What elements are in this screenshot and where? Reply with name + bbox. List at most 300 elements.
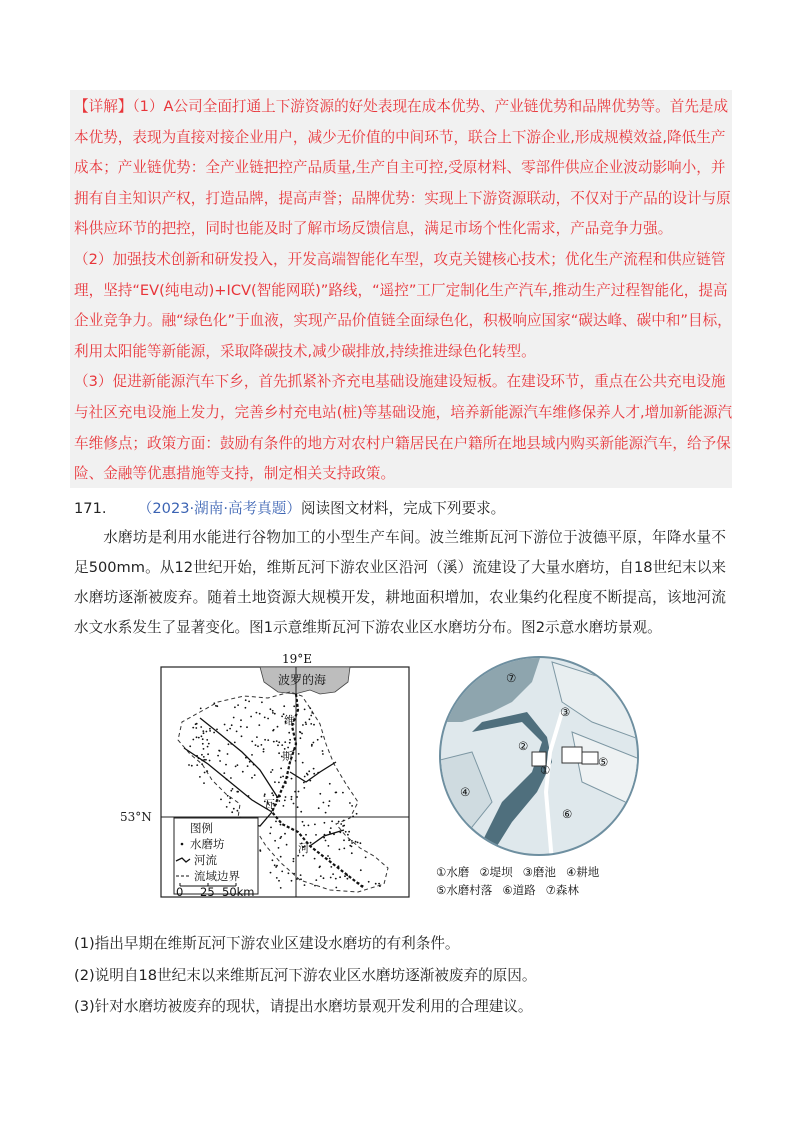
mill-dot (358, 882, 360, 884)
marker-5: ⑤ (598, 755, 609, 769)
question-number: 171. (74, 500, 107, 517)
mill-dot (251, 777, 253, 779)
mill-dot (233, 717, 235, 719)
mill-dot (288, 872, 290, 874)
mill-dot (309, 780, 311, 782)
fig2-legend-item-5: ⑤水磨村落 (436, 883, 493, 897)
mill-dot (201, 763, 203, 765)
mill-dot (281, 716, 283, 718)
fig2-legend-row1 (436, 865, 600, 879)
mill-dot (280, 824, 282, 826)
mill-dot (237, 810, 239, 812)
scale-label-50: 50km (222, 885, 255, 899)
mill-dot (304, 884, 306, 886)
mill-dot (264, 717, 266, 719)
mill-dot (285, 782, 287, 784)
mill-dot (229, 728, 231, 730)
mill-dot (276, 796, 278, 798)
mill-dot (293, 873, 295, 875)
mill-dot (203, 759, 205, 761)
mill-dot (272, 794, 274, 796)
mill-dot (284, 741, 286, 743)
mill-dot (305, 834, 307, 836)
mill-dot (267, 718, 269, 720)
mill-dot (357, 842, 359, 844)
village-building-1 (562, 747, 582, 763)
fig2-legend-item-4: ④耕地 (565, 865, 600, 879)
marker-1: ① (540, 763, 551, 777)
legend-item-river: 河流 (194, 853, 217, 867)
mill-dot (204, 772, 206, 774)
mill-dot (294, 791, 296, 793)
mill-dot (200, 726, 202, 728)
latitude-label: 53°N (120, 810, 152, 824)
mill-dot (201, 754, 203, 756)
mill-dot (323, 802, 325, 804)
mill-dot (347, 834, 349, 836)
mill-dot (314, 824, 316, 826)
mill-dot (272, 769, 274, 771)
mill-dot (329, 783, 331, 785)
mill-dot (227, 795, 229, 797)
mill-dot (271, 792, 273, 794)
village-building-2 (582, 752, 598, 764)
mill-dot (278, 880, 280, 882)
mill-dot (277, 744, 279, 746)
mill-dot (302, 821, 304, 823)
scale-label-0: 0 (176, 885, 184, 899)
mill-dot (223, 772, 225, 774)
mill-dot (199, 776, 201, 778)
mill-dot (198, 757, 200, 759)
mill-dot (269, 833, 271, 835)
mill-dot (291, 796, 293, 798)
mill-dot (231, 724, 233, 726)
mill-dot (348, 839, 350, 841)
mill-dot (275, 804, 277, 806)
mill-dot (303, 825, 305, 827)
mill-dot (332, 873, 334, 875)
mill-dot (202, 730, 204, 732)
legend-item-boundary: 流域边界 (194, 869, 240, 883)
mill-dot (195, 723, 197, 725)
mill-dot (276, 865, 278, 867)
mill-dot (300, 878, 302, 880)
mill-dot (368, 881, 370, 883)
mill-dot (300, 874, 302, 876)
mill-dot (295, 760, 297, 762)
sub-question-1: (1)指出早期在维斯瓦河下游农业区建设水磨坊的有利条件。 (74, 935, 460, 952)
mill-dot (278, 752, 280, 754)
mill-dot (276, 740, 278, 742)
mill-dot (349, 802, 351, 804)
mill-dot (245, 707, 247, 709)
mill-dot (330, 827, 332, 829)
mill-dot (240, 726, 242, 728)
mill-dot (202, 743, 204, 745)
mill-dot (322, 753, 324, 755)
mill-dot (283, 705, 285, 707)
mill-dot (310, 842, 312, 844)
mill-dot (213, 732, 215, 734)
mill-dot (233, 808, 235, 810)
mill-dot (247, 765, 249, 767)
mill-dot (261, 744, 263, 746)
mill-dot (191, 765, 193, 767)
mill-dot (339, 832, 341, 834)
mill-dot (323, 837, 325, 839)
mill-dot (360, 869, 362, 871)
fig2-legend-item-6: ⑥道路 (502, 883, 536, 897)
mill-dot (230, 790, 232, 792)
mill-dot (229, 802, 231, 804)
mill-dot (287, 776, 289, 778)
mill-dot (251, 754, 253, 756)
legend-title: 图例 (190, 821, 213, 835)
mill-dot (225, 764, 227, 766)
mill-dot (342, 792, 344, 794)
mill-dot (230, 743, 232, 745)
mill-dot (235, 766, 237, 768)
mill-dot (351, 805, 353, 807)
mill-dot (309, 707, 311, 709)
mill-dot (217, 755, 219, 757)
mill-dot (192, 727, 194, 729)
mill-dot (276, 877, 278, 879)
mill-dot (219, 760, 221, 762)
figures (160, 652, 650, 906)
mill-dot (318, 807, 320, 809)
mill-dot (343, 848, 345, 850)
mill-dot (230, 777, 232, 779)
mill-dot (329, 800, 331, 802)
mill-dot (315, 879, 317, 881)
mill-dot (250, 716, 252, 718)
mill-dot (343, 839, 345, 841)
mill-dot (258, 724, 260, 726)
mill-dot (311, 712, 313, 714)
mill-dot (282, 776, 284, 778)
mill-dot (240, 719, 242, 721)
mill-dot (328, 845, 330, 847)
mill-dot (272, 859, 274, 861)
mill-dot (229, 797, 231, 799)
mill-dot (263, 748, 265, 750)
mill-dot (324, 822, 326, 824)
mill-dot (201, 735, 203, 737)
mill-dot (226, 806, 228, 808)
mill-dot (362, 885, 364, 887)
mill-dot (270, 827, 272, 829)
mill-dot (308, 825, 310, 827)
mill-dot (351, 842, 353, 844)
river-char-2: 斯 (282, 750, 293, 763)
mill-dot (192, 739, 194, 741)
mill-dot (303, 782, 305, 784)
mill-dot (208, 743, 210, 745)
mill-dot (315, 834, 317, 836)
river-char-1: 维 (284, 714, 295, 727)
mill-dot (284, 800, 286, 802)
mill-dot (248, 701, 250, 703)
mill-dot (209, 760, 211, 762)
mill-dot (228, 743, 230, 745)
mill-dot (224, 724, 226, 726)
mill-dot (303, 787, 305, 789)
marker-4: ④ (460, 785, 471, 799)
river-char-3: 瓦 (264, 798, 275, 811)
mill-dot (310, 723, 312, 725)
mill-dot (196, 736, 198, 738)
mill-dot (267, 739, 269, 741)
mill-dot (209, 730, 211, 732)
mill-dot (352, 816, 354, 818)
mill-dot (200, 708, 202, 710)
mill-dot (226, 730, 228, 732)
mill-dot (280, 887, 282, 889)
mill-dot (314, 858, 316, 860)
mill-dot (205, 759, 207, 761)
mill-dot (254, 774, 256, 776)
mill-dot (339, 849, 341, 851)
mill-dot (264, 739, 266, 741)
mill-dot (264, 793, 266, 795)
mill-dot (339, 876, 341, 878)
mill-dot (261, 701, 263, 703)
mill-dot (300, 731, 302, 733)
mill-dot (274, 781, 276, 783)
mill-dot (242, 771, 244, 773)
mill-dot (209, 728, 211, 730)
mill-dot (328, 805, 330, 807)
mill-dot (251, 741, 253, 743)
intro-paragraph: 水磨坊是利用水能进行谷物加工的小型生产车间。波兰维斯瓦河下游位于波德平原，年降水量不足500mm。从12世纪开始，维斯瓦河下游农业区沿河（溪）流建设了大量水磨坊，自18世纪末以来水磨坊逐渐被废弃。随着土地资源大规模开发，耕地面积增加，农业集约化程度不断提高，该地河流水文水系发生了显著变化。图1示意维斯瓦河下游农业区水磨坊分布。图2示意水磨坊景观。 (74, 529, 726, 636)
river-char-4: 河 (298, 842, 309, 855)
mill-dot (291, 778, 293, 780)
mill-dot (286, 844, 288, 846)
mill-dot (281, 744, 283, 746)
mill-dot (213, 702, 215, 704)
mill-dot (291, 880, 293, 882)
question-source-link[interactable]: （2023·湖南·高考真题） (137, 500, 301, 517)
marker-3: ③ (560, 705, 571, 719)
mill-dot (216, 705, 218, 707)
mill-dot (317, 739, 319, 741)
mill-dot (325, 812, 327, 814)
mill-dot (216, 729, 218, 731)
mill-dot (338, 865, 340, 867)
mill-dot (296, 878, 298, 880)
mill-dot (305, 723, 307, 725)
mill-dot (220, 799, 222, 801)
mill-dot (333, 833, 335, 835)
mill-dot (237, 704, 239, 706)
mill-dot (321, 736, 323, 738)
mill-dot (249, 761, 251, 763)
mill-dot (309, 718, 311, 720)
mill-dot (206, 770, 208, 772)
mill-dot (311, 745, 313, 747)
mill-dot (189, 745, 191, 747)
sea-label: 波罗的海 (278, 673, 327, 687)
fig2-legend-item-3: ③磨池 (522, 865, 556, 879)
mill-dot (313, 724, 315, 726)
mill-dot (365, 857, 367, 859)
mill-dot (347, 878, 349, 880)
mill-dot (280, 856, 282, 858)
marker-6: ⑥ (562, 807, 573, 821)
mill-dot (272, 730, 274, 732)
mill-dot (206, 739, 208, 741)
sub-question-3: (3)针对水磨坊被废弃的现状，请提出水磨坊景观开发利用的合理建议。 (74, 998, 533, 1015)
mill-dot (314, 885, 316, 887)
mill-dot (343, 820, 345, 822)
mill-dot (293, 705, 295, 707)
mill-dot (296, 796, 298, 798)
mill-dot (277, 726, 279, 728)
mill-dot (203, 756, 205, 758)
mill-dot (319, 866, 321, 868)
mill-dot (296, 700, 298, 702)
mill-dot (338, 821, 340, 823)
mill-dot (298, 791, 300, 793)
mill-dot (329, 831, 331, 833)
mill-dot (293, 858, 295, 860)
mill-dot (278, 800, 280, 802)
mill-dot (196, 755, 198, 757)
answer-paragraph-3: （3）促进新能源汽车下乡，首先抓紧补齐充电基础设施建设短板。在建设环节，重点在公共充电设施与社区充电设施上发力，完善乡村充电站(桩)等基础设施，培养新能源汽车维修保养人才,增加新能源汽车维修点；政策方面：鼓励有条件的地方对农村户籍居民在户籍所在地县域内购买新能源汽车，给予保险、金融等优惠措施等支持，制定相关支持政策。 (74, 373, 733, 483)
mill-dot (344, 875, 346, 877)
mill-dot (291, 798, 293, 800)
mill-dot (272, 710, 274, 712)
mill-dot (310, 715, 312, 717)
mill-dot (325, 840, 327, 842)
mill-dot (259, 713, 261, 715)
mill-dot (264, 795, 266, 797)
mill-dot (280, 768, 282, 770)
mill-dot (284, 833, 286, 835)
mill-dot (234, 706, 236, 708)
mill-dot (289, 739, 291, 741)
mill-dot (218, 750, 220, 752)
mill-dot (203, 732, 205, 734)
longitude-label: 19°E (282, 652, 313, 666)
mill-dot (236, 731, 238, 733)
mill-dot (342, 825, 344, 827)
mill-dot (335, 887, 337, 889)
mill-dot (297, 855, 299, 857)
mill-dot (313, 773, 315, 775)
mill-dot (245, 757, 247, 759)
scale-label-25: 25 (200, 885, 215, 899)
mill-dot (280, 836, 282, 838)
mill-dot (256, 712, 258, 714)
marker-7: ⑦ (506, 671, 517, 685)
mill-dot (275, 821, 277, 823)
mill-dot (351, 840, 353, 842)
mill-dot (253, 764, 255, 766)
mill-dot (255, 744, 257, 746)
mill-dot (330, 877, 332, 879)
fig2-legend-item-2: ②堤坝 (479, 865, 513, 879)
question-header (74, 497, 505, 521)
mill-dot (302, 724, 304, 726)
mill-dot (287, 747, 289, 749)
mill-dot (188, 764, 190, 766)
mill-dot (278, 741, 280, 743)
mill-dot (274, 713, 276, 715)
mill-dot (293, 861, 295, 863)
fig2-legend-row2 (436, 883, 579, 897)
mill-dot (317, 772, 319, 774)
mill-dot (226, 779, 228, 781)
mill-dot (375, 883, 377, 885)
mill-dot (300, 737, 302, 739)
mill-dot (207, 746, 209, 748)
mill-dot (202, 738, 204, 740)
mill-dot (256, 736, 258, 738)
mill-dot (330, 866, 332, 868)
mill-dot (289, 742, 291, 744)
mill-dot (302, 762, 304, 764)
mill-dot (351, 852, 353, 854)
fig2-legend-item-1: ①水磨 (436, 865, 470, 879)
mill-dot (283, 805, 285, 807)
mill-dot (206, 731, 208, 733)
mill-dot (270, 708, 272, 710)
mill-dot (272, 712, 274, 714)
sub-question-2: (2)说明自18世纪末以来维斯瓦河下游农业区水磨坊逐渐被废弃的原因。 (74, 967, 537, 984)
legend-item-mill: 水磨坊 (190, 837, 225, 851)
mill-dot (259, 849, 261, 851)
mill-dot (331, 820, 333, 822)
mill-dot (234, 742, 236, 744)
mill-dot (236, 791, 238, 793)
mill-dot (293, 803, 295, 805)
mill-dot (379, 885, 381, 887)
answer-paragraph-2: （2）加强技术创新和研发投入，开发高端智能化车型，攻克关键核心技术；优化生产流程和供应链管理，坚持“EV(纯电动)+ICV(智能网联)”路线，“遥控”工厂定制化生产汽车,推动生产过程智能化，提高企业竞争力。融“绿色化”于血液，实现产品价值链全面绿色化，积极响应国家“碳达峰、碳中和”目标，利用太阳能等新能源，采取降碳技术,减少碳排放,持续推进绿色化转型。 (74, 250, 732, 360)
mill-dot (270, 771, 272, 773)
mill-dot (351, 846, 353, 848)
mill-dot (355, 841, 357, 843)
mill-dot (322, 750, 324, 752)
mill-dot (237, 764, 239, 766)
mill-dot (278, 782, 280, 784)
mill-dot (203, 748, 205, 750)
question-instruction: 阅读图文材料，完成下列要求。 (300, 500, 506, 517)
mill-dot (335, 792, 337, 794)
legend-dot-symbol (181, 843, 184, 846)
mill-dot (285, 796, 287, 798)
mill-dot (196, 764, 198, 766)
mill-dot (304, 709, 306, 711)
mill-dot (320, 875, 322, 877)
figure-2-landscape (432, 652, 647, 902)
mill-dot (207, 753, 209, 755)
mill-dot (319, 793, 321, 795)
answer-explanation (74, 92, 734, 490)
mill-dot (346, 874, 348, 876)
mill-dot (274, 864, 276, 866)
mill-dot (245, 699, 247, 701)
mill-dot (304, 776, 306, 778)
mill-dot (306, 773, 308, 775)
mill-dot (313, 742, 315, 744)
mill-dot (232, 788, 234, 790)
mill-dot (324, 834, 326, 836)
mill-dot (348, 831, 350, 833)
mill-dot (198, 737, 200, 739)
